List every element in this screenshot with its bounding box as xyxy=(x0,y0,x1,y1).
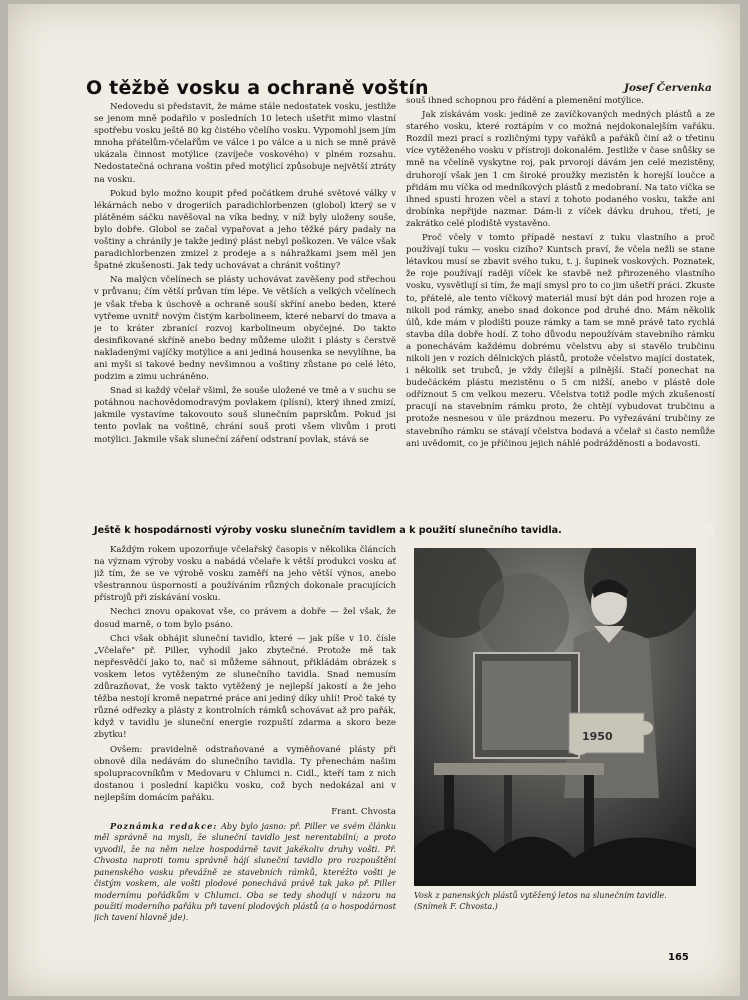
paragraph: Snad si každý včelař všiml, že souše uložené ve tmě a v suchu se potáhnou nachovědomodravým povlakem (plísní), který ihned zmizí, jakmile vystavíme takovouto souš slunečním paprskům. Pokud jsi tento povlak na voštině, chrání souš proti všem vlivům i proti motýlici. Jakmile však sluneční záření odstraní povlak, stává se xyxy=(94,386,396,445)
page-number: 165 xyxy=(668,952,689,963)
photo-illustration xyxy=(414,548,696,886)
editorial-note-text: Aby bylo jasno: př. Piller ve svém článku měl správně na mysli, že sluneční tavidlo jest nerentabilní; a proto vyvodil, že na něm nelze hospodárně tavit jakékoliv druhy vošti. Př. Chvosta naproti tomu správně hájí sluneční tavidlo pro rozpouštění panenského vosku převážně ze stavebních rámků, kteréžto vošti je čistým voskem, ale vošti plodové ponechává právě tak jako př. Piller modernímu pořádkům v Chlumci. Oba se tedy shodují v názoru na použití moderního pařáku při tavení plodových plástů (a o hospodárnost jich tavení hlavně jde). xyxy=(94,821,396,923)
paragraph: Nechci znovu opakovat vše, co právem a dobře — žel však, že dosud marně, o tom bylo psáno. xyxy=(94,607,396,630)
paragraph: Proč včely v tomto případě nestaví z tuku vlastního a proč používají tuku — vosku cizího? Kuntsch praví, že včela nežli se stane létavkou musí se zbavit svého tuku, t. j. šupinek voskových. Poznatek, že roje používají raději víček ke stavbě než přirozeného vlastního vosku, vysvětlují si tím, že mají smysl pro to co jim ušetří práci. Zkuste to, přátelé, ale tento víčkový materiál musí být dán pod hrozen roje a nikoli pod rámky, anebo snad dokonce pod druhé dno. Mám několik úlů, kde mám v plodišti pouze rámky a tam se mně právě tato rychlá stavba díla dobře hodí. Z toho důvodu nepoužívám stavebního rámku a ponechávám každému dobrému včelstvu aby si stavělo trubčinu nikoli jen v rozích dělnických plástů, protože včelstvo mající dostatek, i několik set trubců, je vždy čilejší a pilnější. Stačí ponechat na budečáckém plástu mezistěnu o 5 cm nižší, anebo v plástě dole odříznout 5 cm velkou mezeru. Včelstva totiž podle mých zkušeností pracují na stavebním rámku proto, že chtějí vybudovat trubčinu a protože nesnesou v úle prázdnou mezeru. Po vyřezávání trubčiny ze stavebního rámku se stávají včelstva bodavá a včelař si často nemůže ani uvědomit, co je příčinou jejich náhlé podrážděnosti a bodavosti. xyxy=(406,233,715,449)
article-column-left xyxy=(94,101,396,539)
paragraph: Pokud bylo možno koupit před počátkem druhé světové války v lékárnách nebo v drogeriích paradichlorbenzen (globol) který se v plátěném sáčku navěšoval na víka bedny, v níž byly uloženy souše, bylo dobře. Globol se začal vypařovat a jeho těžké páry padaly na voštiny a chránily je takže jediný plást nebyl poškozen. Ve válce však paradichlorbenzen zmizel z prodeje a s náhražkami jsem měl jen špatné zkušenosti. Jak tedy uchovávat a chránit voštiny? xyxy=(94,188,396,272)
paragraph: Na malýcn včelínech se plásty uchovávat zavěšeny pod střechou v průvanu; čím větší průvan tím lépe. Ve větších a velkých včelínech je však třeba k úschově a ochraně souší skříní anebo beden, které vytřeme uvnitř novým čistým karbolineem, které nebarví do tmava a je to kráter zbranící rozvoj karbolineum obyčejné. Do takto desinfikované skříně anebo bedny můžeme uložit i plásty s čerstvě nakladenými vajíčky motýlice a ani jediná housenka se nevylíhne, ba ani myši si takové bedny nevšimnou a voštiny zůstane po celé léto, podzim a zimu uchráněno. xyxy=(94,275,396,383)
paragraph: Nedovedu si představit, že máme stále nedostatek vosku, jestliže se jenom mně podařilo v posledních 10 letech ušetřit mimo vlastní spotřebu vosku ještě 80 kg čistého včelího vosku. Vypomohl jsem jím mnoha přátelům-včelařům ve válce i po válce a u nich se mně právě ukázala činnost motýlice (zavíječe voskového) v plném rozsahu. Nedostatečná ochrana voštin před motýlicí způsobuje největší ztráty na vosku. xyxy=(94,102,396,185)
paragraph: Jak získávám vosk: jedině ze zavíčkovaných medných plástů a ze starého vosku, které roztápím v co možná nejdokonalejším vařáku. Rozdíl mezi prací s rozličnými typy vařáků a pařáků činí až o třetinu více vytěženého vosku v přístroji dokonalém. Jestliže v čase snůšky se mně na včelíně vyskytne roj, pak prvorojí dávám jen celé mezistěny, druhorojí však jen 1 cm široké proužky mezistěn k horejší loučce a přidám mu víčka od medníkových plástů z medobraní. Na tato víčka se ihned spustí hrozen včel a staví z tohoto podaného vosku, takže ani drobínka nepřijde nazmar. Dám-li z víček dávku druhou, třetí, je zakrátko celé plodiště vystavěno. xyxy=(406,110,715,229)
magazine-page xyxy=(8,4,740,996)
article-column-right xyxy=(406,95,715,529)
paragraph: Ovšem: pravidelně odstraňované a vyměňované plásty při obnově díla nedávám do slunečního tavidla. Ty přenechám našim spolupracovníkům v Medovaru v Chlumci n. Cidl., kteří tam z nich dostanou i poslední kapičku vosku, což bych nedokázal ani v nejlepším domácím pařáku. xyxy=(94,744,396,803)
editorial-note xyxy=(94,821,396,924)
paragraph: Chci však obhájit sluneční tavidlo, které — jak píše v 10. čísle „Včelaře" př. Piller, vyhodil jako zbytečné. Protože mě tak nepřesvědčí jako to, nač si můžeme sáhnout, přikládám obrázek s voskem letos vytěženým ze slunečního tavidla. Snad nemusím zdůrazňovat, že vosk takto vytěžený je nejlepší jakostí a že jeho těžba nestojí kromě nepatrné práce ani jediný díky uhlí! Proč také ty různé odřezky a plásty z kontrolních rámků schovávat až pro pařák, když v tavidlu je sluneční energie rozpuští zdarma a skoro beze zbytku! xyxy=(94,633,396,741)
photo-caption: Vosk z panenských plástů vytěžený letos na slunečním tavidle. (Snímek F. Chvosta.) xyxy=(414,891,667,911)
article-title: O těžbě vosku a ochraně voštín xyxy=(86,77,429,99)
article-signature: Frant. Chvosta xyxy=(331,806,396,817)
section-subtitle: Ještě k hospodárnosti výroby vosku slunečním tavidlem a k použití slunečního tavidla. xyxy=(94,525,714,536)
second-article-column xyxy=(94,544,396,924)
paragraph: Každým rokem upozorňuje včelařský časopis v několika článcích na význam výroby vosku a nabádá včelaře k větší produkci vosku ať již tím, že se ve výrobě vosku zaměří na jeho větší výnos, anebo všestrannou úsporností a používáním různých dokonale pracujících přístrojů při získávání vosku. xyxy=(94,545,396,604)
editorial-note-label: Poznámka redakce: xyxy=(110,821,218,832)
paragraph: souš ihned schopnou pro řádění a plemenění motýlice. xyxy=(406,96,644,106)
wax-year-label: 1950 xyxy=(582,730,613,743)
beekeeper-photo xyxy=(414,548,696,886)
article-author: Josef Červenka xyxy=(624,82,712,94)
